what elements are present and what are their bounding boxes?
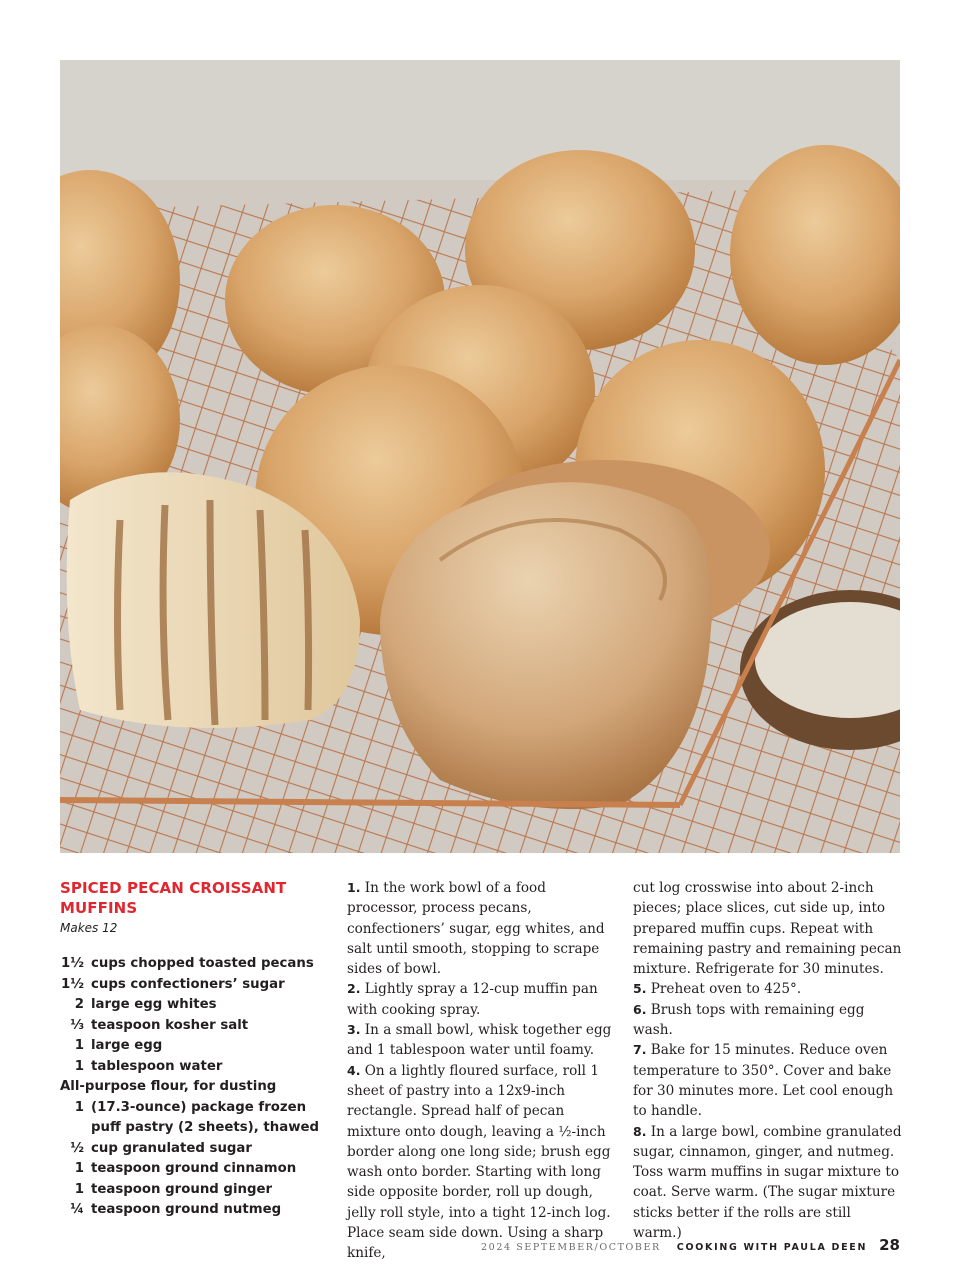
direction-step: 4. On a lightly floured surface, roll 1 sheet of pastry into a 12x9-inch rectangle. Spread half of pecan mixture onto dough, leaving a ½-inch border along one long side; brush egg wash onto border. Starting with long side opposite border, roll up dough, jelly roll style, into a tight 12-inch log. Place seam side down. Using a sharp knife, (347, 1062, 611, 1262)
directions-list-continued (633, 878, 903, 1243)
direction-step: 1. In the work bowl of a food processor, process pecans, confectioners’ sugar, egg whites, and salt until smooth, stopping to scrape sides of bowl. (347, 880, 605, 978)
ingredient-item: All-purpose flour, for dusting (60, 1079, 277, 1094)
ingredient-item: 1 teaspoon ground cinnamon (74, 1161, 297, 1176)
hero-photo (60, 60, 900, 853)
directions-column-2 (633, 878, 903, 1243)
page-footer (481, 1236, 900, 1254)
ingredient-item: 1½ cups chopped toasted pecans (60, 956, 314, 971)
direction-step: 7. Bake for 15 minutes. Reduce oven temperature to 350°. Cover and bake for 30 minutes more. Let cool enough to handle. (633, 1042, 894, 1120)
directions-list (347, 878, 617, 1264)
ingredient-item: 1 tablespoon water (74, 1058, 223, 1074)
ingredients-column (60, 878, 330, 1221)
ingredient-item: 1 teaspoon ground ginger (74, 1181, 273, 1197)
direction-step: 3. In a small bowl, whisk together egg and 1 tablespoon water until foamy. (347, 1022, 612, 1059)
muffins-photo-illustration (60, 60, 900, 853)
ingredient-item: 1 (17.3-ounce) package frozen puff pastry (2 sheets), thawed (74, 1099, 320, 1135)
recipe-yield: Makes 12 (60, 921, 118, 935)
direction-step: 5. Preheat oven to 425°. (633, 981, 802, 998)
direction-step: 8. In a large bowl, combine granulated sugar, cinnamon, ginger, and nutmeg. Toss warm muffins in sugar mixture to coat. Serve warm. (The sugar mixture sticks better if the rolls are still warm.) (633, 1123, 902, 1242)
ingredient-item: ½ cup granulated sugar (70, 1140, 252, 1156)
ingredient-item: ⅓ teaspoon kosher salt (70, 1017, 249, 1033)
direction-step: 6. Brush tops with remaining egg wash. (633, 1001, 865, 1039)
ingredient-list (60, 954, 330, 1221)
ingredient-item: 1 large egg (74, 1038, 163, 1053)
direction-step-continued: cut log crosswise into about 2-inch pieces; place slices, cut side up, into prepared muffin cups. Repeat with remaining pastry and remaining pecan mixture. Refrigerate for 30 minutes. (633, 880, 902, 978)
issue-date: 2024 SEPTEMBER/OCTOBER (481, 1242, 661, 1253)
ingredient-item: ¼ teaspoon ground nutmeg (70, 1202, 282, 1217)
ingredient-item: 2 large egg whites (74, 997, 217, 1012)
ingredient-item: 1½ cups confectioners’ sugar (60, 976, 285, 992)
magazine-name: COOKING WITH PAULA DEEN (676, 1242, 868, 1253)
direction-step: 2. Lightly spray a 12-cup muffin pan with cooking spray. (347, 981, 598, 1018)
directions-column-1 (347, 878, 617, 1264)
recipe-title: SPICED PECAN CROISSANT MUFFINS (60, 879, 287, 917)
page-number: 28 (879, 1236, 900, 1254)
